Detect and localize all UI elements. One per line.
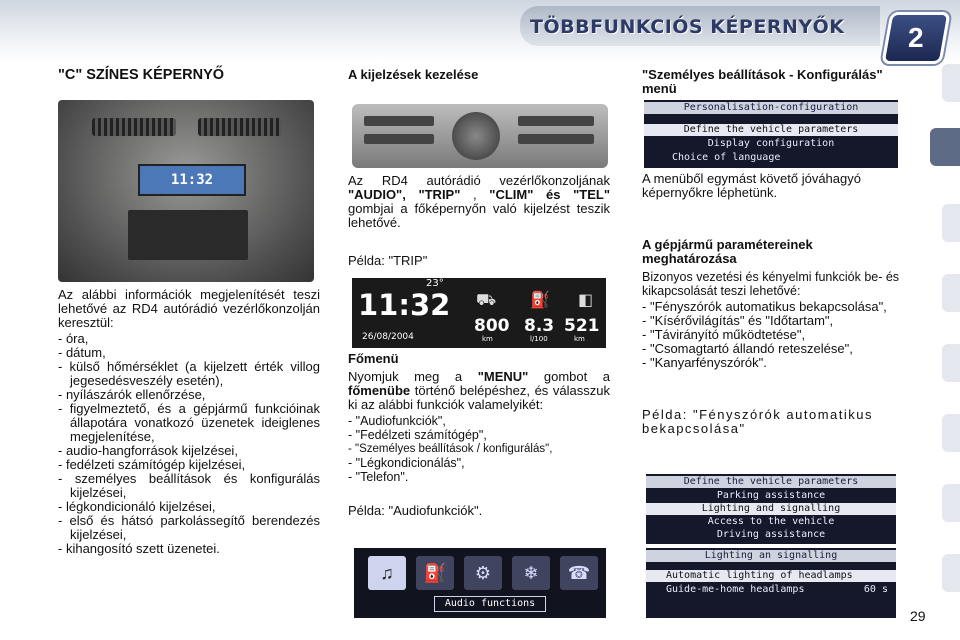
settings-icon: ⚙ <box>464 556 502 590</box>
edge-tab-2-active[interactable] <box>930 128 960 166</box>
section-heading-display-control: A kijelzések kezelése <box>348 67 479 82</box>
screen-menu-line: Display configuration <box>707 138 835 149</box>
screen-menu-line: Parking assistance <box>716 490 826 501</box>
list-item: - személyes beállítások és konfigurálás kijelzései, <box>58 472 320 500</box>
list-item: - légkondicionáló kijelzései, <box>58 500 320 514</box>
edge-tab-8[interactable] <box>942 554 960 592</box>
control-panel-photo <box>352 104 608 168</box>
storage-slot <box>128 210 248 260</box>
list-item: - fedélzeti számítógép kijelzései, <box>58 458 320 472</box>
list-item: - "Fedélzeti számítógép", <box>348 428 610 442</box>
trip-display <box>352 278 606 348</box>
edge-tabs <box>926 64 960 640</box>
list-item: - "Audiofunkciók", <box>348 414 610 428</box>
screen-menu-line: Lighting and signalling <box>646 503 896 515</box>
edge-tab-5[interactable] <box>942 344 960 382</box>
list-item: - külső hőmérséklet (a kijelzett érték villog jegesedésveszély esetén), <box>58 360 320 388</box>
panel-button-row <box>518 134 594 144</box>
list-item: - figyelmeztető, és a gépjármű funkcióinak állapotára vonatkozó üzenetek ideiglenes megjelenítése, <box>58 402 320 444</box>
rd4-paragraph: Az RD4 autórádió vezérlőkonzoljának "AUDIO", "TRIP" , "CLIM" és "TEL" gombjai a főképernyőn való kijelzést teszik lehetővé. <box>348 173 610 230</box>
bold-buttons-1: "AUDIO", "TRIP" <box>348 187 461 202</box>
list-item: - kihangosító szett üzenetei. <box>58 542 320 556</box>
screen-title: Define the vehicle parameters <box>646 476 896 488</box>
vehicle-parameters-paragraph: Bizonyos vezetési és kényelmi funkciók be- és kikapcsolását teszi lehetővé: <box>642 270 900 298</box>
menu-function-list <box>348 414 610 484</box>
panel-button-row <box>364 134 434 144</box>
vent-left <box>92 118 176 136</box>
list-item: - óra, <box>58 332 320 346</box>
audio-functions-label: Audio functions <box>434 596 546 612</box>
dashboard-photo <box>58 100 314 282</box>
trip-temperature: 23° <box>426 278 444 289</box>
screen-title: Personalisation-configuration <box>644 102 898 114</box>
list-item: - "Kanyarfényszórók". <box>642 356 904 370</box>
section-heading-color-screen: "C" SZÍNES KÉPERNYŐ <box>58 67 225 83</box>
lighting-screen <box>646 548 896 618</box>
screen-menu-line: Automatic lighting of headlamps <box>646 570 896 582</box>
column-2-text <box>348 174 610 268</box>
chapter-badge <box>881 12 950 64</box>
trip-value-1: 800 <box>474 316 510 336</box>
screen-menu-line: Choice of language <box>672 152 781 163</box>
list-item: - "Távirányító működtetése", <box>642 328 904 342</box>
list-item: - "Kísérővilágítás" és "Időtartam", <box>642 314 904 328</box>
page-number: 29 <box>910 608 926 624</box>
screen-menu-line: Access to the vehicle <box>707 516 835 527</box>
trip-value-3: 521 <box>564 316 600 336</box>
page-header <box>0 0 960 62</box>
list-item: - "Légkondicionálás", <box>348 456 610 470</box>
edge-tab-1[interactable] <box>942 64 960 102</box>
intro-paragraph: Az alábbi információk megjelenítését teszi lehetővé az RD4 autórádió vezérlőkonzolján keresztül: <box>58 287 320 330</box>
edge-tab-7[interactable] <box>942 484 960 522</box>
edge-tab-6[interactable] <box>942 414 960 452</box>
panel-button-row <box>518 116 594 126</box>
trip-computer-icon: ⛽ <box>416 556 454 590</box>
vehicle-parameters-heading: A gépjármű paramétereinek meghatározása <box>642 237 813 266</box>
list-item: - "Személyes beállítások / konfigurálás", <box>348 442 610 456</box>
duration-value: 60 s <box>863 584 888 595</box>
control-dial <box>452 112 500 160</box>
feature-list <box>58 332 320 556</box>
vehicle-parameters-list <box>642 300 904 370</box>
main-menu-heading: Főmenü <box>348 351 399 366</box>
edge-tab-3[interactable] <box>942 204 960 242</box>
dashboard-display: 11:32 <box>138 164 246 196</box>
list-item: - audio-hangforrások kijelzései, <box>58 444 320 458</box>
menu-navigation-paragraph: A menüből egymást követő jóváhagyó képernyőkre léphetünk. <box>642 171 861 200</box>
chapter-number: 2 <box>908 22 924 53</box>
page-title: TÖBBFUNKCIÓS KÉPERNYŐK <box>530 16 845 38</box>
list-item: - első és hátsó parkolássegítő berendezés kijelzései, <box>58 514 320 542</box>
main-menu-paragraph: Nyomjuk meg a "MENU" gombot a főmenübe történő belépéshez, és válasszuk ki az alábbi funkciók valamelyikét: <box>348 369 610 412</box>
screen-menu-line: Define the vehicle parameters <box>644 124 898 136</box>
column-1 <box>58 68 320 82</box>
trip-time: 11:32 <box>358 288 451 322</box>
phone-icon: ☎ <box>560 556 598 590</box>
panel-button-row <box>364 116 434 126</box>
list-item: - "Telefon". <box>348 470 610 484</box>
car-icon: ⛟ <box>476 290 497 309</box>
column-2-heading <box>348 68 610 82</box>
climate-icon: ❄ <box>512 556 550 590</box>
list-item: - "Csomagtartó állandó reteszelése", <box>642 342 904 356</box>
screen-menu-line: Driving assistance <box>716 529 826 540</box>
list-item: - nyílászárók ellenőrzése, <box>58 388 320 402</box>
vehicle-parameters-screen <box>646 474 896 544</box>
list-item: - "Fényszórók automatikus bekapcsolása", <box>642 300 904 314</box>
example-trip-label: Példa: "TRIP" <box>348 253 428 268</box>
personal-settings-heading: "Személyes beállítások - Konfigurálás" menü <box>642 67 883 96</box>
trip-value-2: 8.3 <box>524 316 555 336</box>
trip-unit-3: km <box>574 335 585 343</box>
list-item: - dátum, <box>58 346 320 360</box>
column-3-text <box>642 172 904 436</box>
example-audio-label: Példa: "Audiofunkciók". <box>348 503 483 518</box>
trip-date: 26/08/2004 <box>362 332 414 342</box>
fuel-icon: ⛽ <box>530 290 550 309</box>
column-3-heading <box>642 68 904 96</box>
column-1-text <box>58 288 320 556</box>
screen-menu-line: Guide-me-home headlamps <box>666 584 805 595</box>
edge-tab-4[interactable] <box>942 274 960 312</box>
column-2-menu <box>348 352 610 518</box>
vent-right <box>198 118 282 136</box>
bold-buttons-2: "CLIM" és "TEL" <box>489 187 610 202</box>
audio-music-icon: ♫ <box>368 556 406 590</box>
fuel-gauge-icon: ◧ <box>578 290 594 309</box>
trip-unit-1: km <box>482 335 493 343</box>
trip-unit-2: l/100 <box>530 335 548 343</box>
example-headlamps-label: Példa: "Fényszórók automatikus bekapcsolása" <box>642 407 873 436</box>
screen-title: Lighting an signalling <box>646 550 896 562</box>
audio-functions-screen <box>354 548 606 618</box>
personalisation-screen <box>644 100 898 168</box>
